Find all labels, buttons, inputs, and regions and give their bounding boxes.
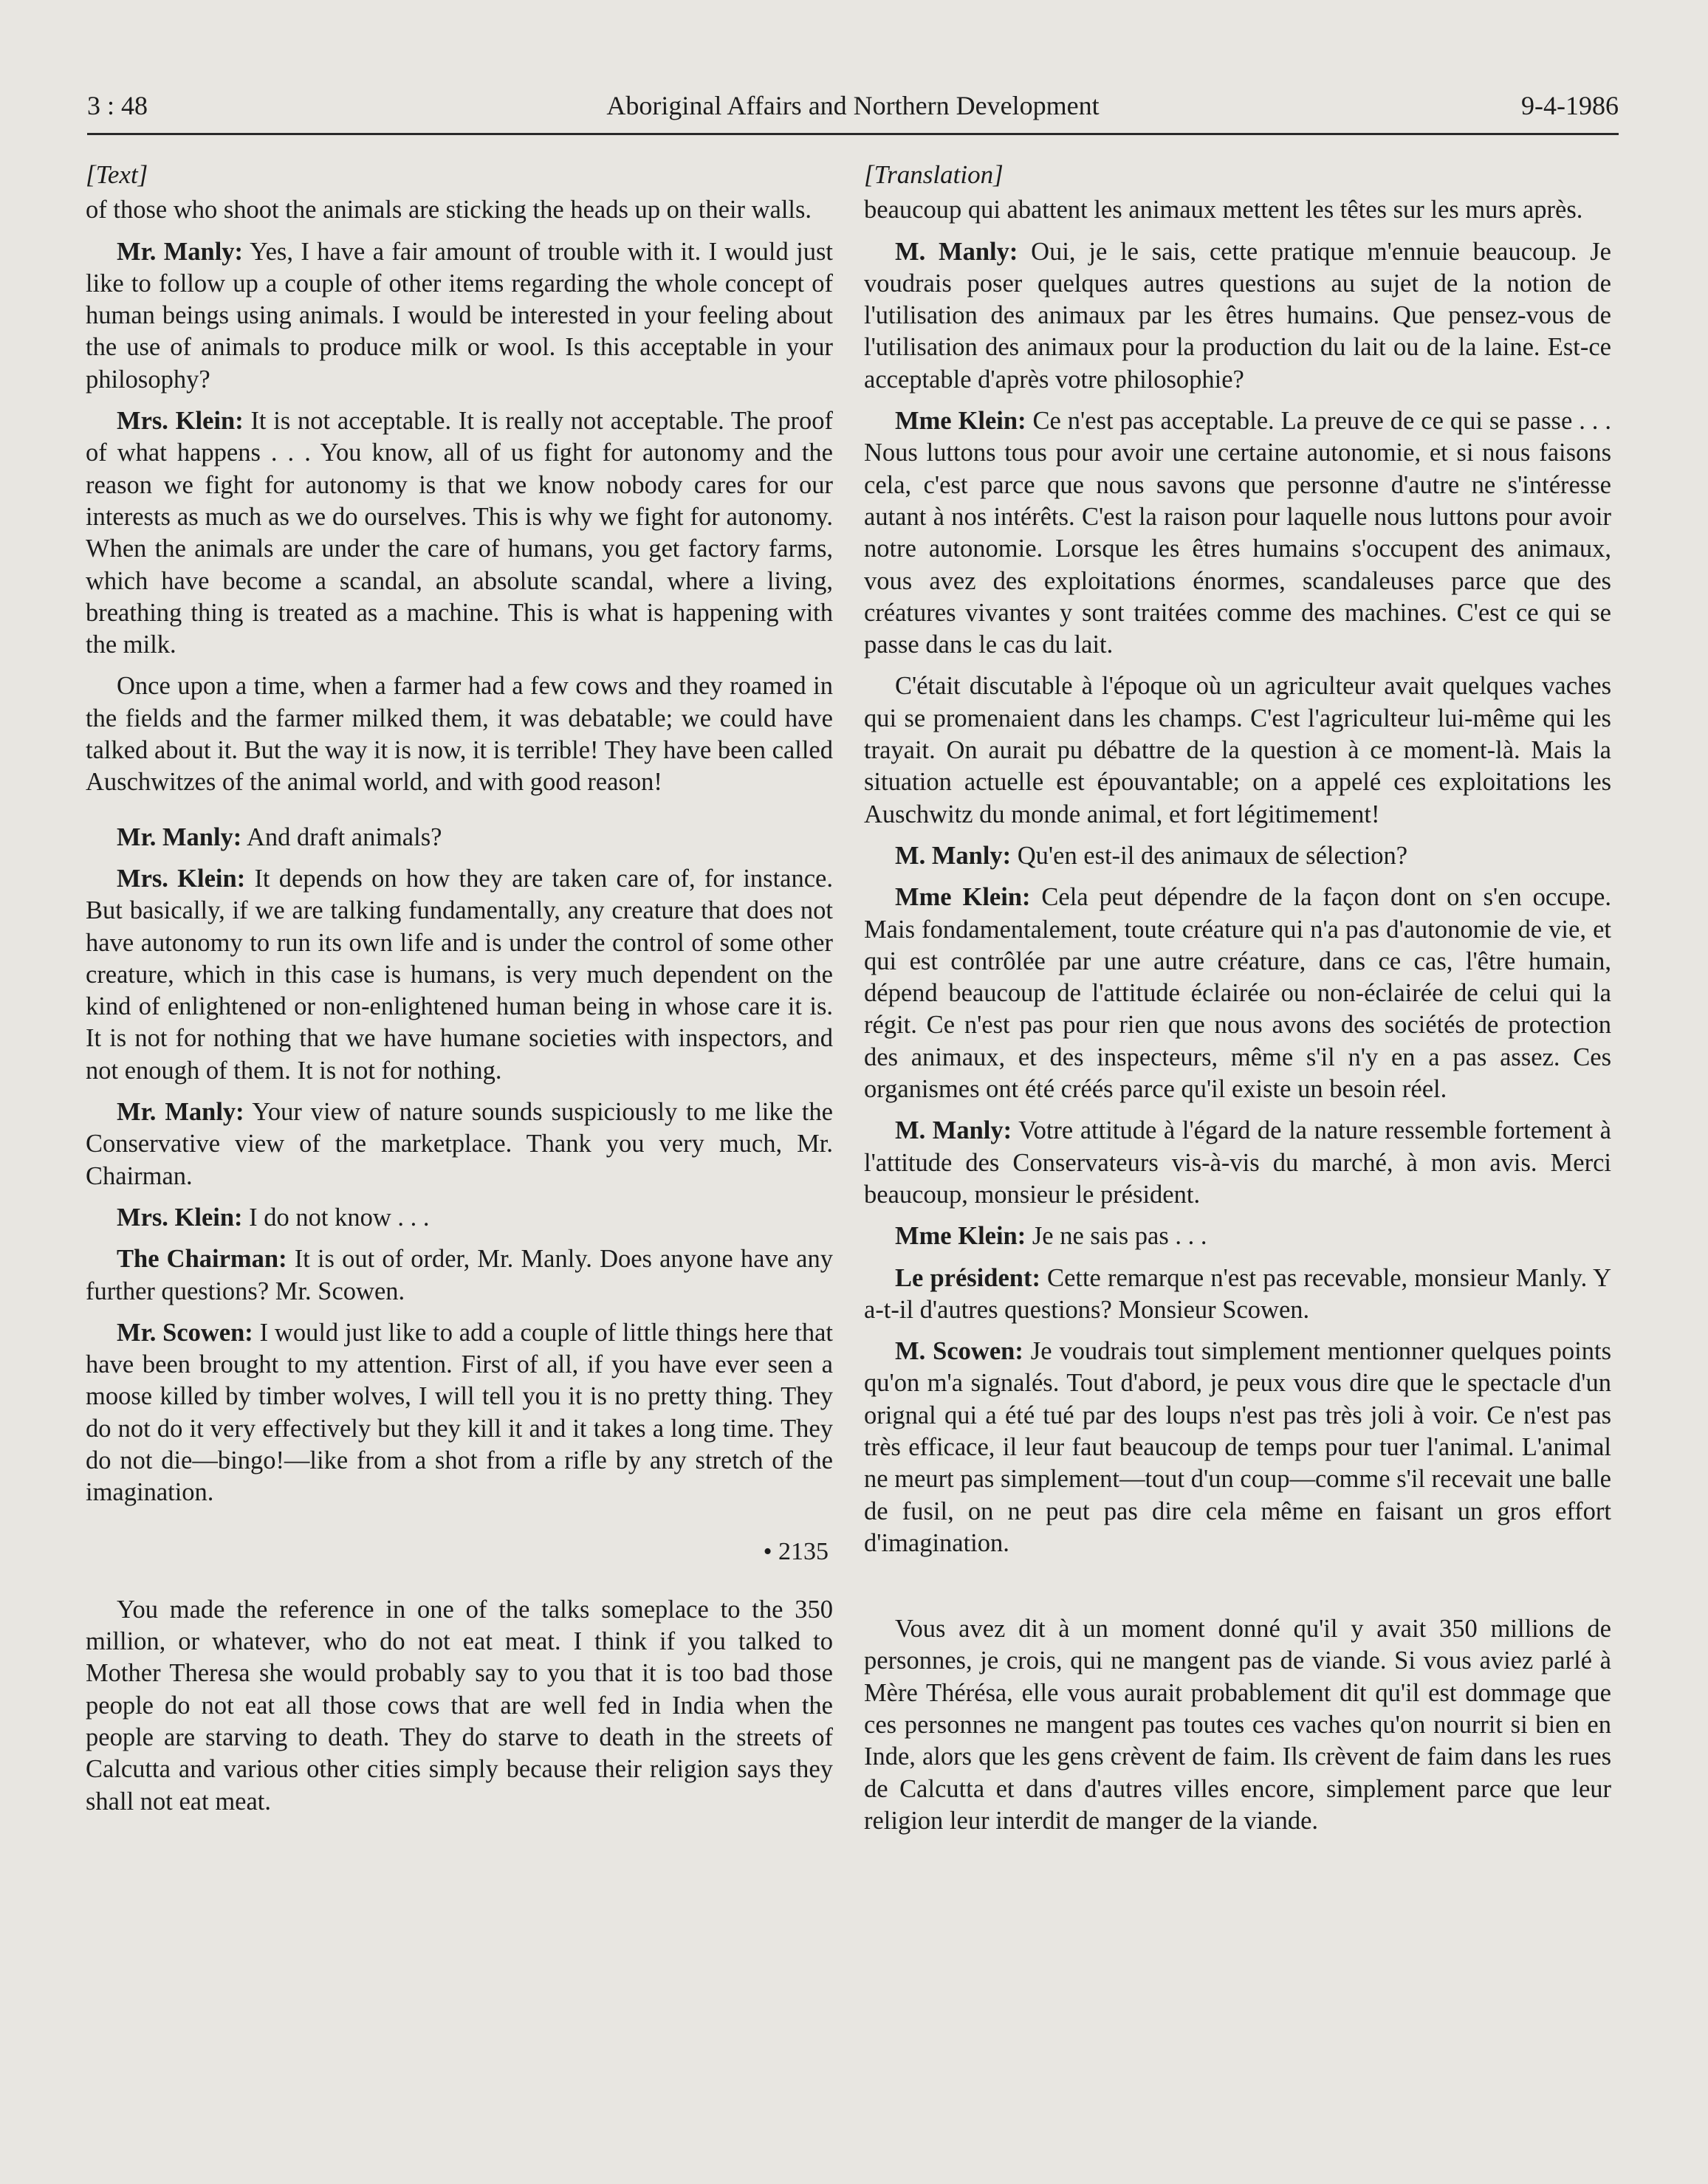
page-number: 3 : 48 [87, 91, 148, 120]
paragraph: beaucoup qui abattent les animaux mettent les têtes sur les murs après. [864, 196, 1583, 224]
speech-text: Je voudrais tout simplement mentionner quelques points qu'on m'a signalés. Tout d'abord, je peux vous dire que le spectacle d'un orignal qui a été tué par des loups n'est pas très joli à voir. Ce n'est pas très efficace, il leur faut beaucoup de temps pour tuer l'animal. L'animal ne meurt pas simplement—tout d'un coup—comme s'il recevait une balle de fusil, on ne peut pas dire cela même en faisant un gros effort d'imagination. [864, 1337, 1611, 1557]
speech-paragraph [86, 405, 833, 661]
page-header [87, 87, 1619, 135]
speaker-name: The Chairman: [117, 1245, 287, 1274]
speech-paragraph [86, 236, 833, 396]
speech-paragraph [864, 405, 1611, 661]
english-column [86, 159, 833, 1827]
speech-text: Yes, I have a fair amount of trouble with it. I would just like to follow up a couple of other items regarding the whole concept of human beings using animals. I would be interested in your feeling about the use of animals to produce milk or wool. Is this acceptable in your philosophy? [86, 237, 833, 394]
speaker-name: Mr. Manly: [117, 237, 244, 266]
speech-text: It is out of order, Mr. Manly. Does anyone have any further questions? Mr. Scowen. [86, 1245, 833, 1305]
column-label: [Translation] [864, 160, 1004, 189]
speaker-name: M. Manly: [895, 237, 1018, 266]
paragraph: Once upon a time, when a farmer had a few cows and they roamed in the fields and the farmer milked them, it was debatable; we could have talked about it. But the way it is now, it is terrible! They have been called Auschwitzes of the animal world, and with good reason! [86, 672, 833, 797]
speaker-name: Mrs. Klein: [117, 1203, 243, 1232]
speech-paragraph [86, 822, 833, 854]
speech-text: Votre attitude à l'égard de la nature ressemble fortement à l'attitude des Conservateurs vis-à-vis du marché, à mon avis. Merci beaucoup, monsieur le président. [864, 1116, 1611, 1209]
speech-paragraph [864, 1336, 1611, 1559]
speech-paragraph [864, 882, 1611, 1105]
speech-text: Oui, je le sais, cette pratique m'ennuie beaucoup. Je voudrais poser quelques autres questions au sujet de la notion de l'utilisation des animaux par les êtres humains. Que pensez-vous de l'utilisation des animaux pour la production du lait ou de la laine. Est-ce acceptable d'après votre philosophie? [864, 237, 1611, 394]
speaker-name: Mme Klein: [895, 1222, 1026, 1251]
speaker-name: Mme Klein: [895, 883, 1031, 912]
speech-text: It is not acceptable. It is really not acceptable. The proof of what happens . . . You know, all of us fight for autonomy and the reason we fight for autonomy is that we know nobody cares for our interests as much as we do ourselves. This is why we fight for autonomy. When the animals are under the care of humans, you get factory farms, which have become a scandal, an absolute scandal, where a living, breathing thing is treated as a machine. This is what is happening with the milk. [86, 407, 833, 659]
speech-text: Cela peut dépendre de la façon dont on s'en occupe. Mais fondamentalement, toute créature qui n'a pas d'autonomie de vie, et qui est contrôlée par une autre créature, dans ce cas, l'être humain, dépend beaucoup de l'attitude éclairée ou non-éclairée de celui qui la régit. Ce n'est pas pour rien que nous avons des sociétés de protection des animaux, et des inspecteurs, même s'il n'y en a pas assez. Ces organismes ont été créés parce qu'il existe un besoin réel. [864, 883, 1611, 1104]
speech-paragraph [864, 1263, 1611, 1327]
speech-text: Je ne sais pas . . . [1026, 1222, 1207, 1251]
paragraph: Vous avez dit à un moment donné qu'il y avait 350 millions de personnes, je crois, qui ne mangent pas de viande. Si vous aviez parlé à Mère Thérésa, elle vous aurait probablement dit qu'il est dommage que ces personnes ne mangent pas toutes ces vaches qu'on nourrit si bien en Inde, alors que les gens crèvent de faim. Ils crèvent de faim dans les rues de Calcutta et dans d'autres villes encore, simplement parce que leur religion leur interdit de manger de la viande. [864, 1615, 1611, 1835]
speech-paragraph [864, 236, 1611, 396]
speech-paragraph [86, 1243, 833, 1308]
speech-text: Qu'en est-il des animaux de sélection? [1011, 841, 1408, 870]
spacer [864, 1569, 1611, 1613]
speaker-name: Mr. Manly: [117, 1098, 244, 1127]
column-label: [Text] [86, 160, 148, 189]
speaker-name: Mr. Manly: [117, 823, 242, 851]
page-title: Aboriginal Affairs and Northern Development [606, 91, 1100, 120]
speech-text: Cette remarque n'est pas recevable, monsieur Manly. Y a-t-il d'autres questions? Monsieur Scowen. [864, 1263, 1611, 1324]
paragraph: You made the reference in one of the talks someplace to the 350 million, or whatever, who do not eat meat. I think if you talked to Mother Theresa she would probably say to you that it is too bad those people do not eat all those cows that are well fed in India when the people are starving to death. They do starve to death in the streets of Calcutta and various other cities simply because their religion says they shall not eat meat. [86, 1595, 833, 1816]
speaker-name: M. Scowen: [895, 1337, 1023, 1366]
paragraph: C'était discutable à l'époque où un agriculteur avait quelques vaches qui se promenaient dans les champs. C'est l'agriculteur lui-même qui les trayait. On aurait pu débattre de la question à ce moment-là. Mais la situation actuelle est épouvantable; on a appelé ces exploitations les Auschwitz du monde animal, et fort légitimement! [864, 672, 1611, 828]
speaker-name: Mr. Scowen: [117, 1318, 253, 1347]
speech-text: Ce n'est pas acceptable. La preuve de ce qui se passe . . . Nous luttons tous pour avoir une certaine autonomie, et si nous faisons cela, c'est parce que nous savons que personne d'autre ne s'intéresse autant à nos intérêts. C'est la raison pour laquelle nous luttons pour avoir notre autonomie. Lorsque les êtres humains s'occupent des animaux, vous avez des exploitations énormes, scandaleuses parce que des créatures vivantes y sont traitées comme des machines. C'est ce qui se passe dans le cas du lait. [864, 407, 1612, 659]
speech-text: And draft animals? [241, 823, 442, 851]
speech-paragraph [864, 1115, 1611, 1211]
french-column [864, 159, 1611, 1847]
speech-paragraph [864, 840, 1611, 872]
speaker-name: M. Manly: [895, 1116, 1012, 1145]
speech-text: It depends on how they are taken care of, for instance. But basically, if we are talking fundamentally, any creature that does not have autonomy to run its own life and is under the control of some other creature, which in this case is humans, is very much dependent on the kind of enlightened or non-enlightened human being in whose care it is. It is not for nothing that we have humane societies with inspectors, and not enough of them. It is not for nothing. [86, 864, 833, 1085]
speech-text: Your view of nature sounds suspiciously to me like the Conservative view of the marketplace. Thank you very much, Mr. Chairman. [86, 1098, 833, 1190]
speech-paragraph [86, 1096, 833, 1192]
speech-paragraph [86, 863, 833, 1087]
spacer [86, 808, 833, 822]
speaker-name: Mme Klein: [895, 407, 1026, 436]
paragraph: of those who shoot the animals are sticking the heads up on their walls. [86, 196, 812, 224]
speaker-name: Mrs. Klein: [117, 407, 244, 436]
speech-paragraph [864, 1220, 1611, 1252]
speech-text: I do not know . . . [242, 1203, 430, 1232]
speech-paragraph [86, 1202, 833, 1234]
speaker-name: Le président: [895, 1263, 1040, 1292]
speech-paragraph [86, 1317, 833, 1509]
speech-text: I would just like to add a couple of little things here that have been brought to my attention. First of all, if you have ever seen a moose killed by timber wolves, I will tell you it is no pretty thing. They do not do it very effectively but they kill it and it takes a long time. They do not die—bingo!—like from a shot from a rifle by any stretch of the imagination. [86, 1318, 833, 1507]
time-marker: • 2135 [763, 1537, 829, 1565]
speaker-name: M. Manly: [895, 841, 1012, 870]
speaker-name: Mrs. Klein: [117, 864, 246, 893]
page-date: 9-4-1986 [1521, 91, 1619, 120]
